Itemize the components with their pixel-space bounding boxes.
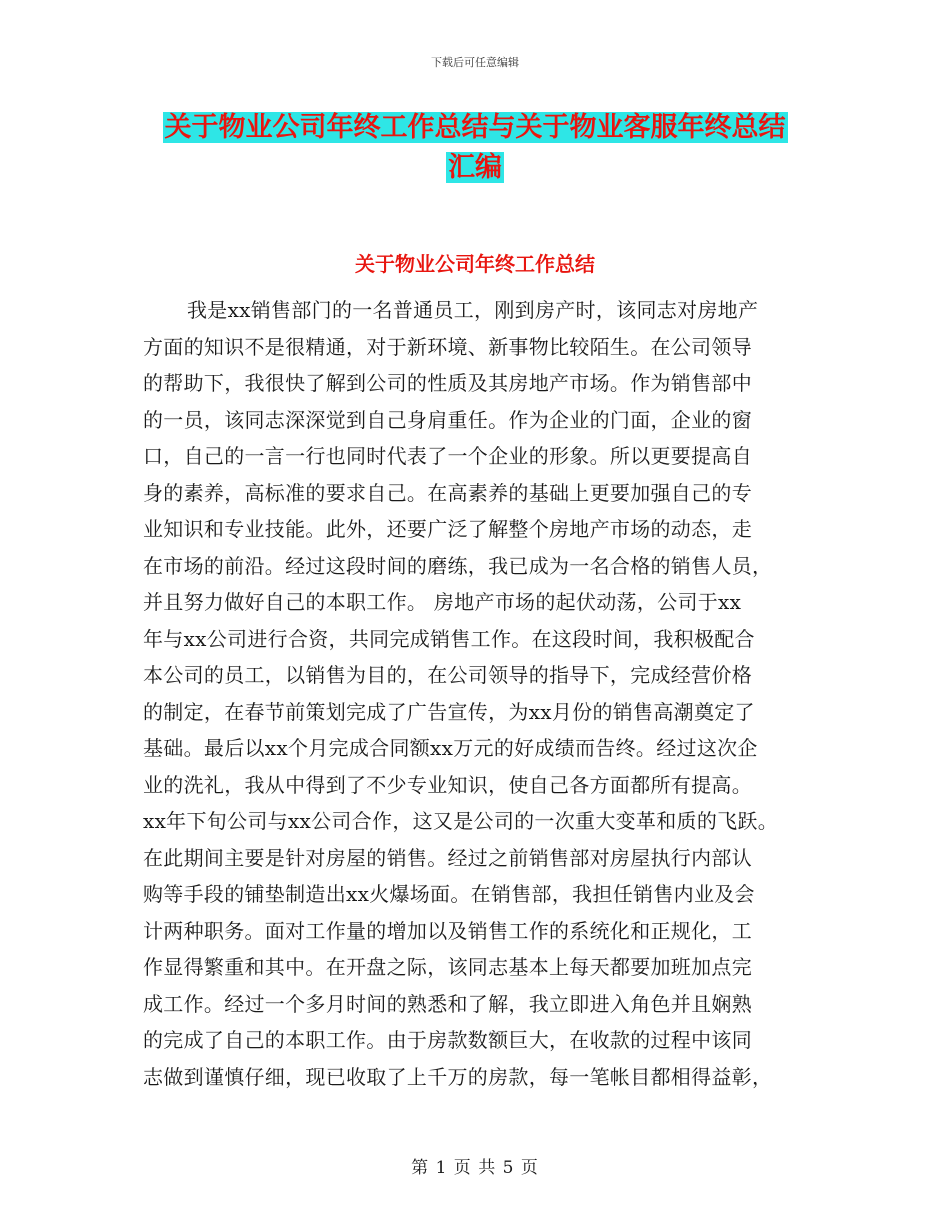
document-title xyxy=(140,108,810,188)
body-line: 基础。最后以xx个月完成合同额xx万元的好成绩而告终。经过这次企 xyxy=(143,736,758,760)
body-line: 在此期间主要是针对房屋的销售。经过之前销售部对房屋执行内部认 xyxy=(143,845,752,870)
body-line: 业知识和专业技能。此外，还要广泛了解整个房地产市场的动态，走 xyxy=(143,517,752,541)
body-line: 购等手段的铺垫制造出xx火爆场面。在销售部，我担任销售内业及会 xyxy=(143,882,755,906)
header-note: 下载后可任意编辑 xyxy=(431,56,519,69)
body-line: 业的洗礼，我从中得到了不少专业知识，使自己各方面都所有提高。 xyxy=(143,772,752,797)
body-line: 的制定，在春节前策划完成了广告宣传，为xx月份的销售高潮奠定了 xyxy=(143,699,755,724)
document-title-line-1: 关于物业公司年终工作总结与关于物业客服年终总结 xyxy=(164,112,786,143)
body-line: 的完成了自己的本职工作。由于房款数额巨大，在收款的过程中该同 xyxy=(143,1028,752,1052)
body-line: xx年下旬公司与xx公司合作，这又是公司的一次重大变革和质的飞跃。 xyxy=(143,809,779,833)
body-line: 作显得繁重和其中。在开盘之际，该同志基本上每天都要加班加点完 xyxy=(143,955,752,979)
body-line: 方面的知识不是很精通，对于新环境、新事物比较陌生。在公司领导 xyxy=(143,334,752,359)
body-line: 本公司的员工，以销售为目的，在公司领导的指导下，完成经营价格 xyxy=(143,663,752,687)
body-line: 在市场的前沿。经过这段时间的磨练，我已成为一名合格的销售人员， xyxy=(143,553,773,578)
page-number-footer: 第 1 页 共 5 页 xyxy=(411,1158,539,1178)
body-line: 我是xx销售部门的一名普通员工，刚到房产时，该同志对房地产 xyxy=(187,298,759,322)
body-line: 的帮助下，我很快了解到公司的性质及其房地产市场。作为销售部中 xyxy=(143,371,752,395)
document-title-line-2: 汇编 xyxy=(448,152,502,183)
body-line: 并且努力做好自己的本职工作。 房地产市场的起伏动荡，公司于xx xyxy=(143,590,742,614)
body-line: 成工作。经过一个多月时间的熟悉和了解，我立即进入角色并且娴熟 xyxy=(143,991,752,1016)
body-line: 计两种职务。面对工作量的增加以及销售工作的系统化和正规化，工 xyxy=(143,918,752,943)
body-line: 身的素养，高标准的要求自己。在高素养的基础上更要加强自己的专 xyxy=(143,480,752,505)
body-line: 的一员，该同志深深觉到自己身肩重任。作为企业的门面，企业的窗 xyxy=(143,407,752,432)
body-text xyxy=(143,292,811,1095)
body-line: 年与xx公司进行合资，共同完成销售工作。在这段时间，我积极配合 xyxy=(143,626,755,651)
body-line: 口，自己的一言一行也同时代表了一个企业的形象。所以更要提高自 xyxy=(143,444,752,468)
body-line: 志做到谨慎仔细，现已收取了上千万的房款，每一笔帐目都相得益彰， xyxy=(143,1064,773,1089)
section-title: 关于物业公司年终工作总结 xyxy=(355,252,595,276)
